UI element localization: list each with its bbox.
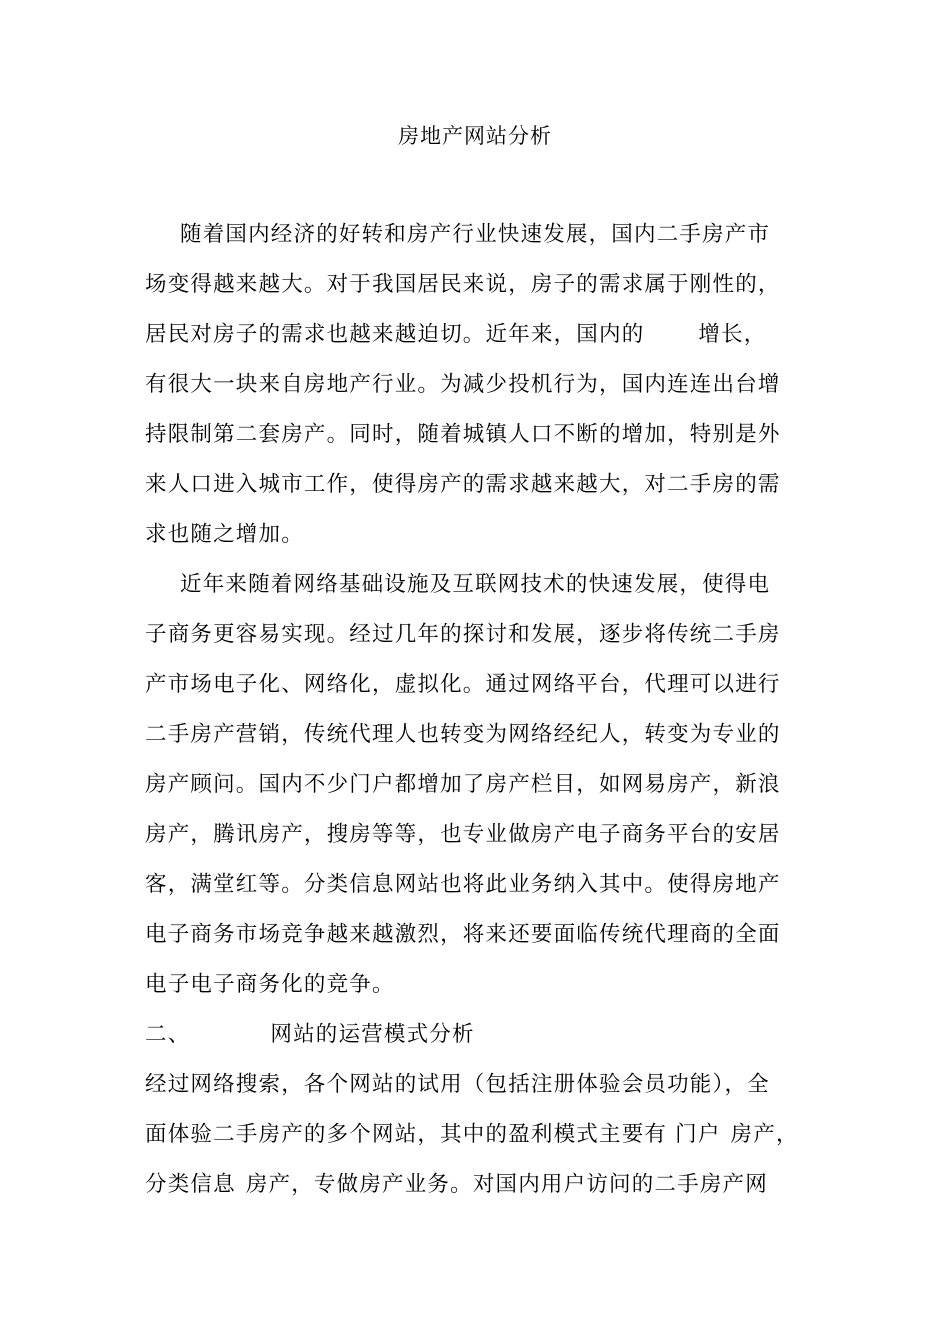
paragraph-2-line-3: 产市场电子化、网络化，虚拟化。通过网络平台，代理可以进行: [145, 672, 781, 697]
paragraph-1-line-4: 有很大一块来自房地产行业。为减少投机行为，国内连连出台增: [145, 372, 781, 397]
paragraph-2-line-5: 房产顾问。国内不少门户都增加了房产栏目，如网易房产，新浪: [145, 772, 781, 797]
paragraph-3-line-3-text-a: 分类信息: [145, 1172, 236, 1197]
document-title: 房地产网站分析: [398, 124, 552, 148]
paragraph-3-line-2-text-a: 面体验二手房产的多个网站，其中的盈利模式主要有 门户: [145, 1122, 721, 1147]
paragraph-1-line-3-text-b: 增长，: [698, 322, 767, 347]
paragraph-3-line-1: 经过网络搜索，各个网站的试用（包括注册体验会员功能），全: [145, 1072, 770, 1097]
section-2-heading: [145, 1020, 815, 1050]
paragraph-2-line-7: 客，满堂红等。分类信息网站也将此业务纳入其中。使得房地产: [145, 872, 781, 897]
paragraph-1-line-2: 场变得越来越大。对于我国居民来说，房子的需求属于刚性的，: [145, 272, 781, 297]
paragraph-1-line-7: 求也随之增加。: [145, 522, 304, 547]
paragraph-2-line-8: 电子商务市场竞争越来越激烈，将来还要面临传统代理商的全面: [145, 922, 781, 947]
section-title: 网站的运营模式分析: [270, 1022, 475, 1047]
section-number: 二、: [145, 1022, 191, 1047]
paragraph-3-line-2: [145, 1120, 815, 1150]
paragraph-1-line-5: 持限制第二套房产。同时，随着城镇人口不断的增加，特别是外: [145, 422, 781, 447]
paragraph-2-line-1: 近年来随着网络基础设施及互联网技术的快速发展，使得电: [180, 572, 771, 597]
paragraph-1-line-3-text-a: 居民对房子的需求也越来越迫切。近年来，国内的: [145, 322, 645, 347]
paragraph-1-line-1: 随着国内经济的好转和房产行业快速发展，国内二手房产市: [180, 222, 771, 247]
paragraph-3-line-2-text-b: 房产，: [730, 1122, 799, 1147]
paragraph-2-line-4: 二手房产营销，传统代理人也转变为网络经纪人，转变为专业的: [145, 722, 781, 747]
paragraph-3-line-3-text-b: 房产，专做房产业务。对国内用户访问的二手房产网: [245, 1172, 768, 1197]
paragraph-2-line-9: 电子电子商务化的竞争。: [145, 972, 395, 997]
paragraph-2-line-6: 房产，腾讯房产，搜房等等，也专业做房产电子商务平台的安居: [145, 822, 781, 847]
paragraph-2-line-2: 子商务更容易实现。经过几年的探讨和发展，逐步将传统二手房: [145, 622, 781, 647]
paragraph-1-line-6: 来人口进入城市工作，使得房产的需求越来越大，对二手房的需: [145, 472, 781, 497]
paragraph-1-line-3: [145, 320, 815, 350]
paragraph-3-line-3: [145, 1170, 815, 1200]
